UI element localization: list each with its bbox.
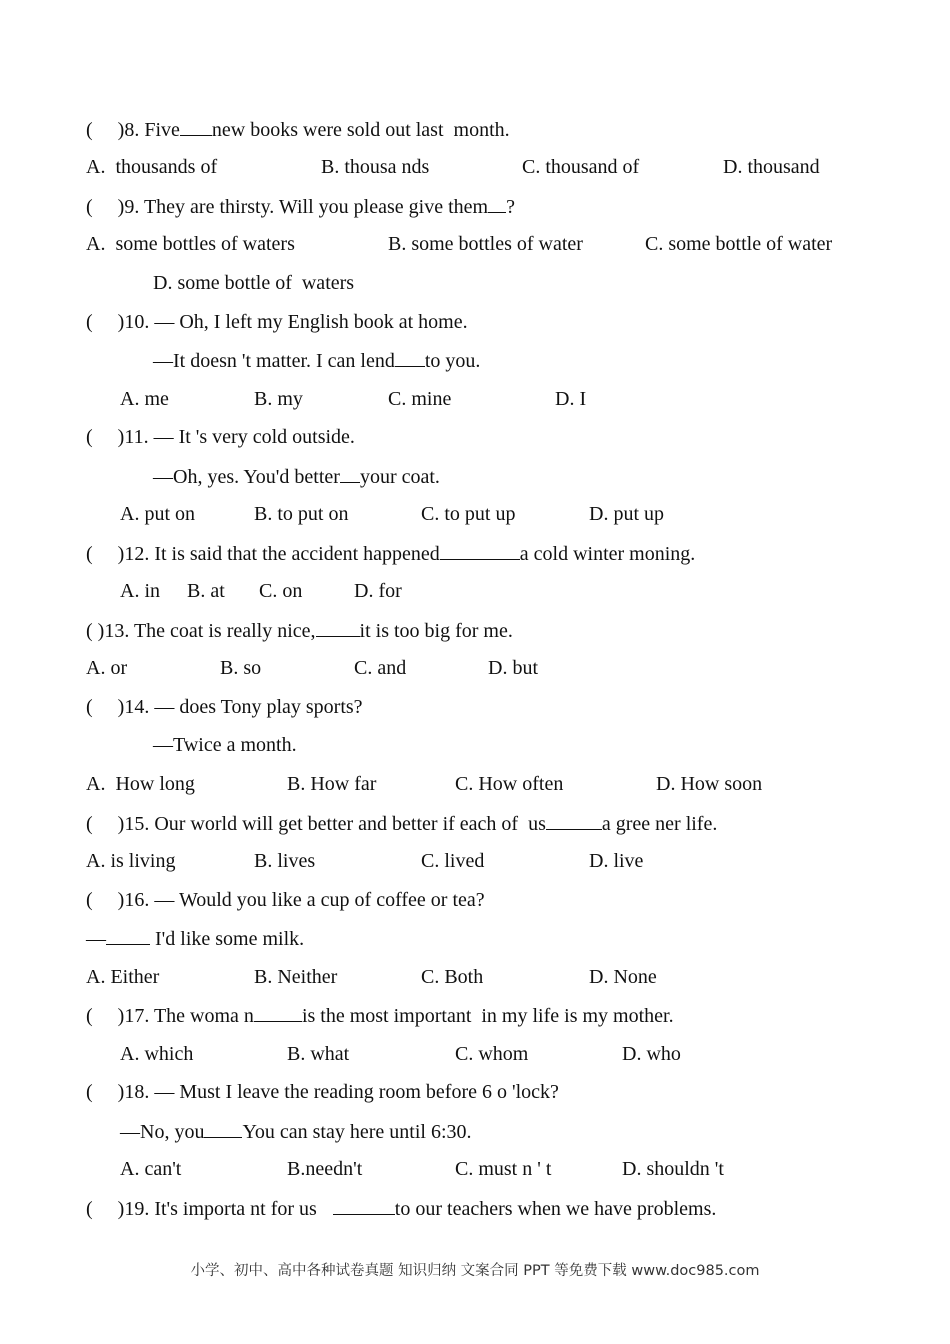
- question-8: ( )8. Five new books were sold out last month.: [86, 119, 510, 141]
- question-9-option-b: B. some bottles of water: [388, 233, 583, 255]
- question-13-option-a: A. or: [86, 657, 128, 679]
- question-14-option-a: A. How long: [86, 773, 195, 795]
- question-12-option-d: D. for: [354, 580, 402, 602]
- question-8-option-c: C. thousand of: [522, 156, 640, 178]
- question-12: ( )12. It is said that the accident happened a cold winter moning.: [86, 543, 696, 565]
- question-9-option-d: D. some bottle of waters: [153, 272, 355, 294]
- question-14-option-d: D. How soon: [656, 773, 763, 795]
- question-18-option-a: A. can't: [120, 1158, 182, 1180]
- question-15-option-c: C. lived: [421, 850, 485, 872]
- question-9-option-a: A. some bottles of waters: [86, 233, 295, 255]
- question-11-option-d: D. put up: [589, 503, 664, 525]
- question-18-option-c: C. must n ' t: [455, 1158, 552, 1180]
- question-12-option-b: B. at: [187, 580, 225, 602]
- question-11-option-c: C. to put up: [421, 503, 516, 525]
- question-16-option-b: B. Neither: [254, 966, 338, 988]
- question-16-reply: — I'd like some milk.: [86, 928, 305, 950]
- question-9-option-c: C. some bottle of water: [645, 233, 833, 255]
- question-16-option-a: A. Either: [86, 966, 160, 988]
- question-10-reply: —It doesn 't matter. I can lend to you.: [153, 350, 481, 372]
- question-12-option-a: A. in: [120, 580, 160, 602]
- question-8-option-a: A. thousands of: [86, 156, 218, 178]
- question-10-option-b: B. my: [254, 388, 303, 410]
- question-10-option-d: D. I: [555, 388, 587, 410]
- question-12-option-c: C. on: [259, 580, 303, 602]
- question-16-option-c: C. Both: [421, 966, 484, 988]
- question-17-option-b: B. what: [287, 1043, 350, 1065]
- question-13: ( )13. The coat is really nice, it is too big for me.: [86, 620, 513, 642]
- question-11-option-b: B. to put on: [254, 503, 349, 525]
- question-10-option-c: C. mine: [388, 388, 452, 410]
- question-17: ( )17. The woma n is the most important in my life is my mother.: [86, 1005, 674, 1027]
- question-15: ( )15. Our world will get better and better if each of us a gree ner life.: [86, 813, 718, 835]
- question-18: ( )18. — Must I leave the reading room before 6 o 'lock?: [86, 1081, 559, 1103]
- question-16-option-d: D. None: [589, 966, 657, 988]
- question-8-option-d: D. thousand: [723, 156, 820, 178]
- question-15-option-b: B. lives: [254, 850, 316, 872]
- question-15-option-a: A. is living: [86, 850, 176, 872]
- question-19: ( )19. It's importa nt for us to our teachers when we have problems.: [86, 1198, 717, 1220]
- question-14-option-c: C. How often: [455, 773, 564, 795]
- question-10-option-a: A. me: [120, 388, 169, 410]
- question-11: ( )11. — It 's very cold outside.: [86, 426, 355, 448]
- question-15-option-d: D. live: [589, 850, 644, 872]
- question-10: ( )10. — Oh, I left my English book at home.: [86, 311, 468, 333]
- question-18-option-b: B.needn't: [287, 1158, 363, 1180]
- question-17-option-a: A. which: [120, 1043, 194, 1065]
- question-17-option-d: D. who: [622, 1043, 681, 1065]
- question-18-option-d: D. shouldn 't: [622, 1158, 724, 1180]
- question-14-reply: —Twice a month.: [153, 734, 297, 756]
- question-11-option-a: A. put on: [120, 503, 195, 525]
- question-14: ( )14. — does Tony play sports?: [86, 696, 363, 718]
- question-14-option-b: B. How far: [287, 773, 377, 795]
- question-17-option-c: C. whom: [455, 1043, 529, 1065]
- question-13-option-c: C. and: [354, 657, 407, 679]
- question-18-reply: —No, you You can stay here until 6:30.: [120, 1121, 472, 1143]
- page-footer: 小学、初中、高中各种试卷真题 知识归纳 文案合同 PPT 等免费下载 www.doc985.com: [190, 1263, 760, 1279]
- question-13-option-d: D. but: [488, 657, 538, 679]
- question-9: ( )9. They are thirsty. Will you please give them ?: [86, 196, 515, 218]
- question-8-option-b: B. thousa nds: [321, 156, 430, 178]
- question-13-option-b: B. so: [220, 657, 262, 679]
- question-16: ( )16. — Would you like a cup of coffee or tea?: [86, 889, 485, 911]
- question-11-reply: —Oh, yes. You'd better your coat.: [153, 466, 440, 488]
